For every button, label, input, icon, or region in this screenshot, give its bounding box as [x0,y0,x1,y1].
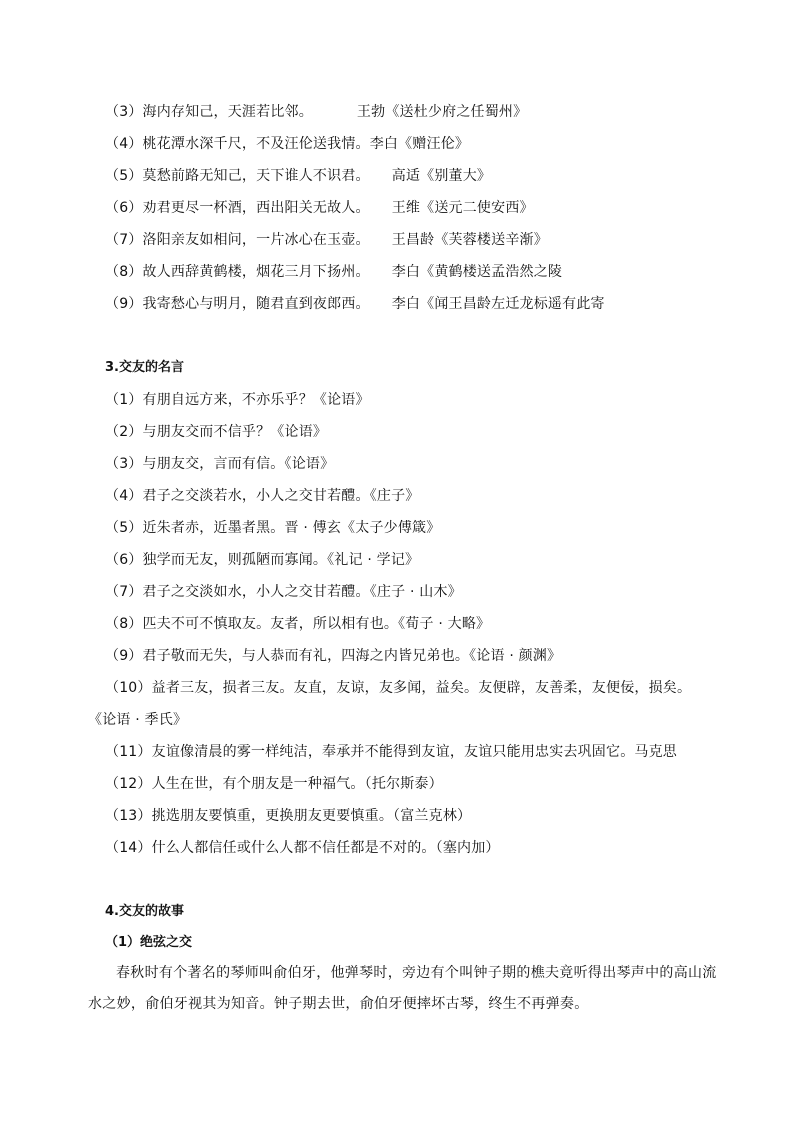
poem-line-7 [105,230,548,250]
quote-item: （2）与朋友交而不信乎？《论语》 [105,424,328,440]
poem-number: （4） [105,136,143,152]
poem-source: 李白《赠汪伦》 [369,136,470,152]
section-heading-stories: 4.交友的故事 [105,904,184,919]
poem-text: 桃花潭水深千尺，不及汪伦送我情。 [142,136,370,152]
quote-item: （9）君子敬而无失，与人恭而有礼，四海之内皆兄弟也。《论语 · 颜渊》 [105,648,562,664]
poem-line-6 [105,198,534,218]
poem-line-5 [105,166,491,186]
poem-line-9 [105,294,605,314]
section-heading-quotes: 3.交友的名言 [105,360,184,375]
quote-item: （3）与朋友交，言而有信。《论语》 [105,456,335,472]
poem-number: （9） [105,296,143,312]
poem-number: （7） [105,232,143,248]
poem-source: 王维《送元二使安西》 [391,200,534,216]
poem-source: 王昌龄《芙蓉楼送辛渐》 [391,232,548,248]
quote-item: （11）友谊像清晨的雾一样纯洁，奉承并不能得到友谊，友谊只能用忠实去巩固它。马克思 [105,744,678,760]
poem-line-8 [105,262,562,282]
poem-line-3 [105,102,527,122]
quote-item: （14）什么人都信任或什么人都不信任都是不对的。（塞内加） [105,840,500,856]
story-title: （1）绝弦之交 [105,935,193,950]
story-paragraph: 春秋时有个著名的琴师叫俞伯牙，他弹琴时，旁边有个叫钟子期的樵夫竟听得出琴声中的高山流水之妙，俞伯牙视其为知音。钟子期去世，俞伯牙便摔坏古琴，终生不再弹奏。 [88,965,717,1012]
poem-source: 王勃《送杜少府之任蜀州》 [356,104,528,120]
poem-text: 莫愁前路无知己，天下谁人不识君。 [142,168,370,184]
poem-text: 洛阳亲友如相问，一片冰心在玉壶。 [142,232,370,248]
poem-number: （6） [105,200,143,216]
quote-item: （5）近朱者赤，近墨者黑。晋 · 傅玄《太子少傅箴》 [105,520,441,536]
quote-item: （10）益者三友，损者三友。友直，友谅，友多闻，益矣。友便辟，友善柔，友便佞，损矣。 [105,680,692,696]
poem-source: 李白《闻王昌龄左迁龙标遥有此寄 [391,296,605,312]
poem-source: 高适《别董大》 [391,168,492,184]
quote-item: （8）匹夫不可不慎取友。友者，所以相有也。《荀子 · 大略》 [105,616,491,632]
quote-item: （12）人生在世，有个朋友是一种福气。（托尔斯泰） [105,776,443,792]
poem-line-4 [105,134,469,154]
poem-text: 故人西辞黄鹤楼，烟花三月下扬州。 [142,264,370,280]
quote-item: （13）挑选朋友要慎重，更换朋友更要慎重。（富兰克林） [105,808,472,824]
quote-item: （6）独学而无友，则孤陋而寡闻。《礼记 · 学记》 [105,552,420,568]
quote-item: （1）有朋自远方来，不亦乐乎？《论语》 [105,392,370,408]
poem-number: （5） [105,168,143,184]
poem-text: 海内存知己，天涯若比邻。 [142,104,313,120]
poem-number: （8） [105,264,143,280]
quote-item-continuation: 《论语 · 季氏》 [88,712,188,728]
poem-number: （3） [105,104,143,120]
poem-text: 劝君更尽一杯酒，西出阳关无故人。 [142,200,370,216]
quote-item: （7）君子之交淡如水，小人之交甘若醴。《庄子 · 山木》 [105,584,462,600]
poem-source: 李白《黄鹤楼送孟浩然之陵 [391,264,563,280]
poem-text: 我寄愁心与明月，随君直到夜郎西。 [142,296,370,312]
quote-item: （4）君子之交淡若水，小人之交甘若醴。《庄子》 [105,488,420,504]
